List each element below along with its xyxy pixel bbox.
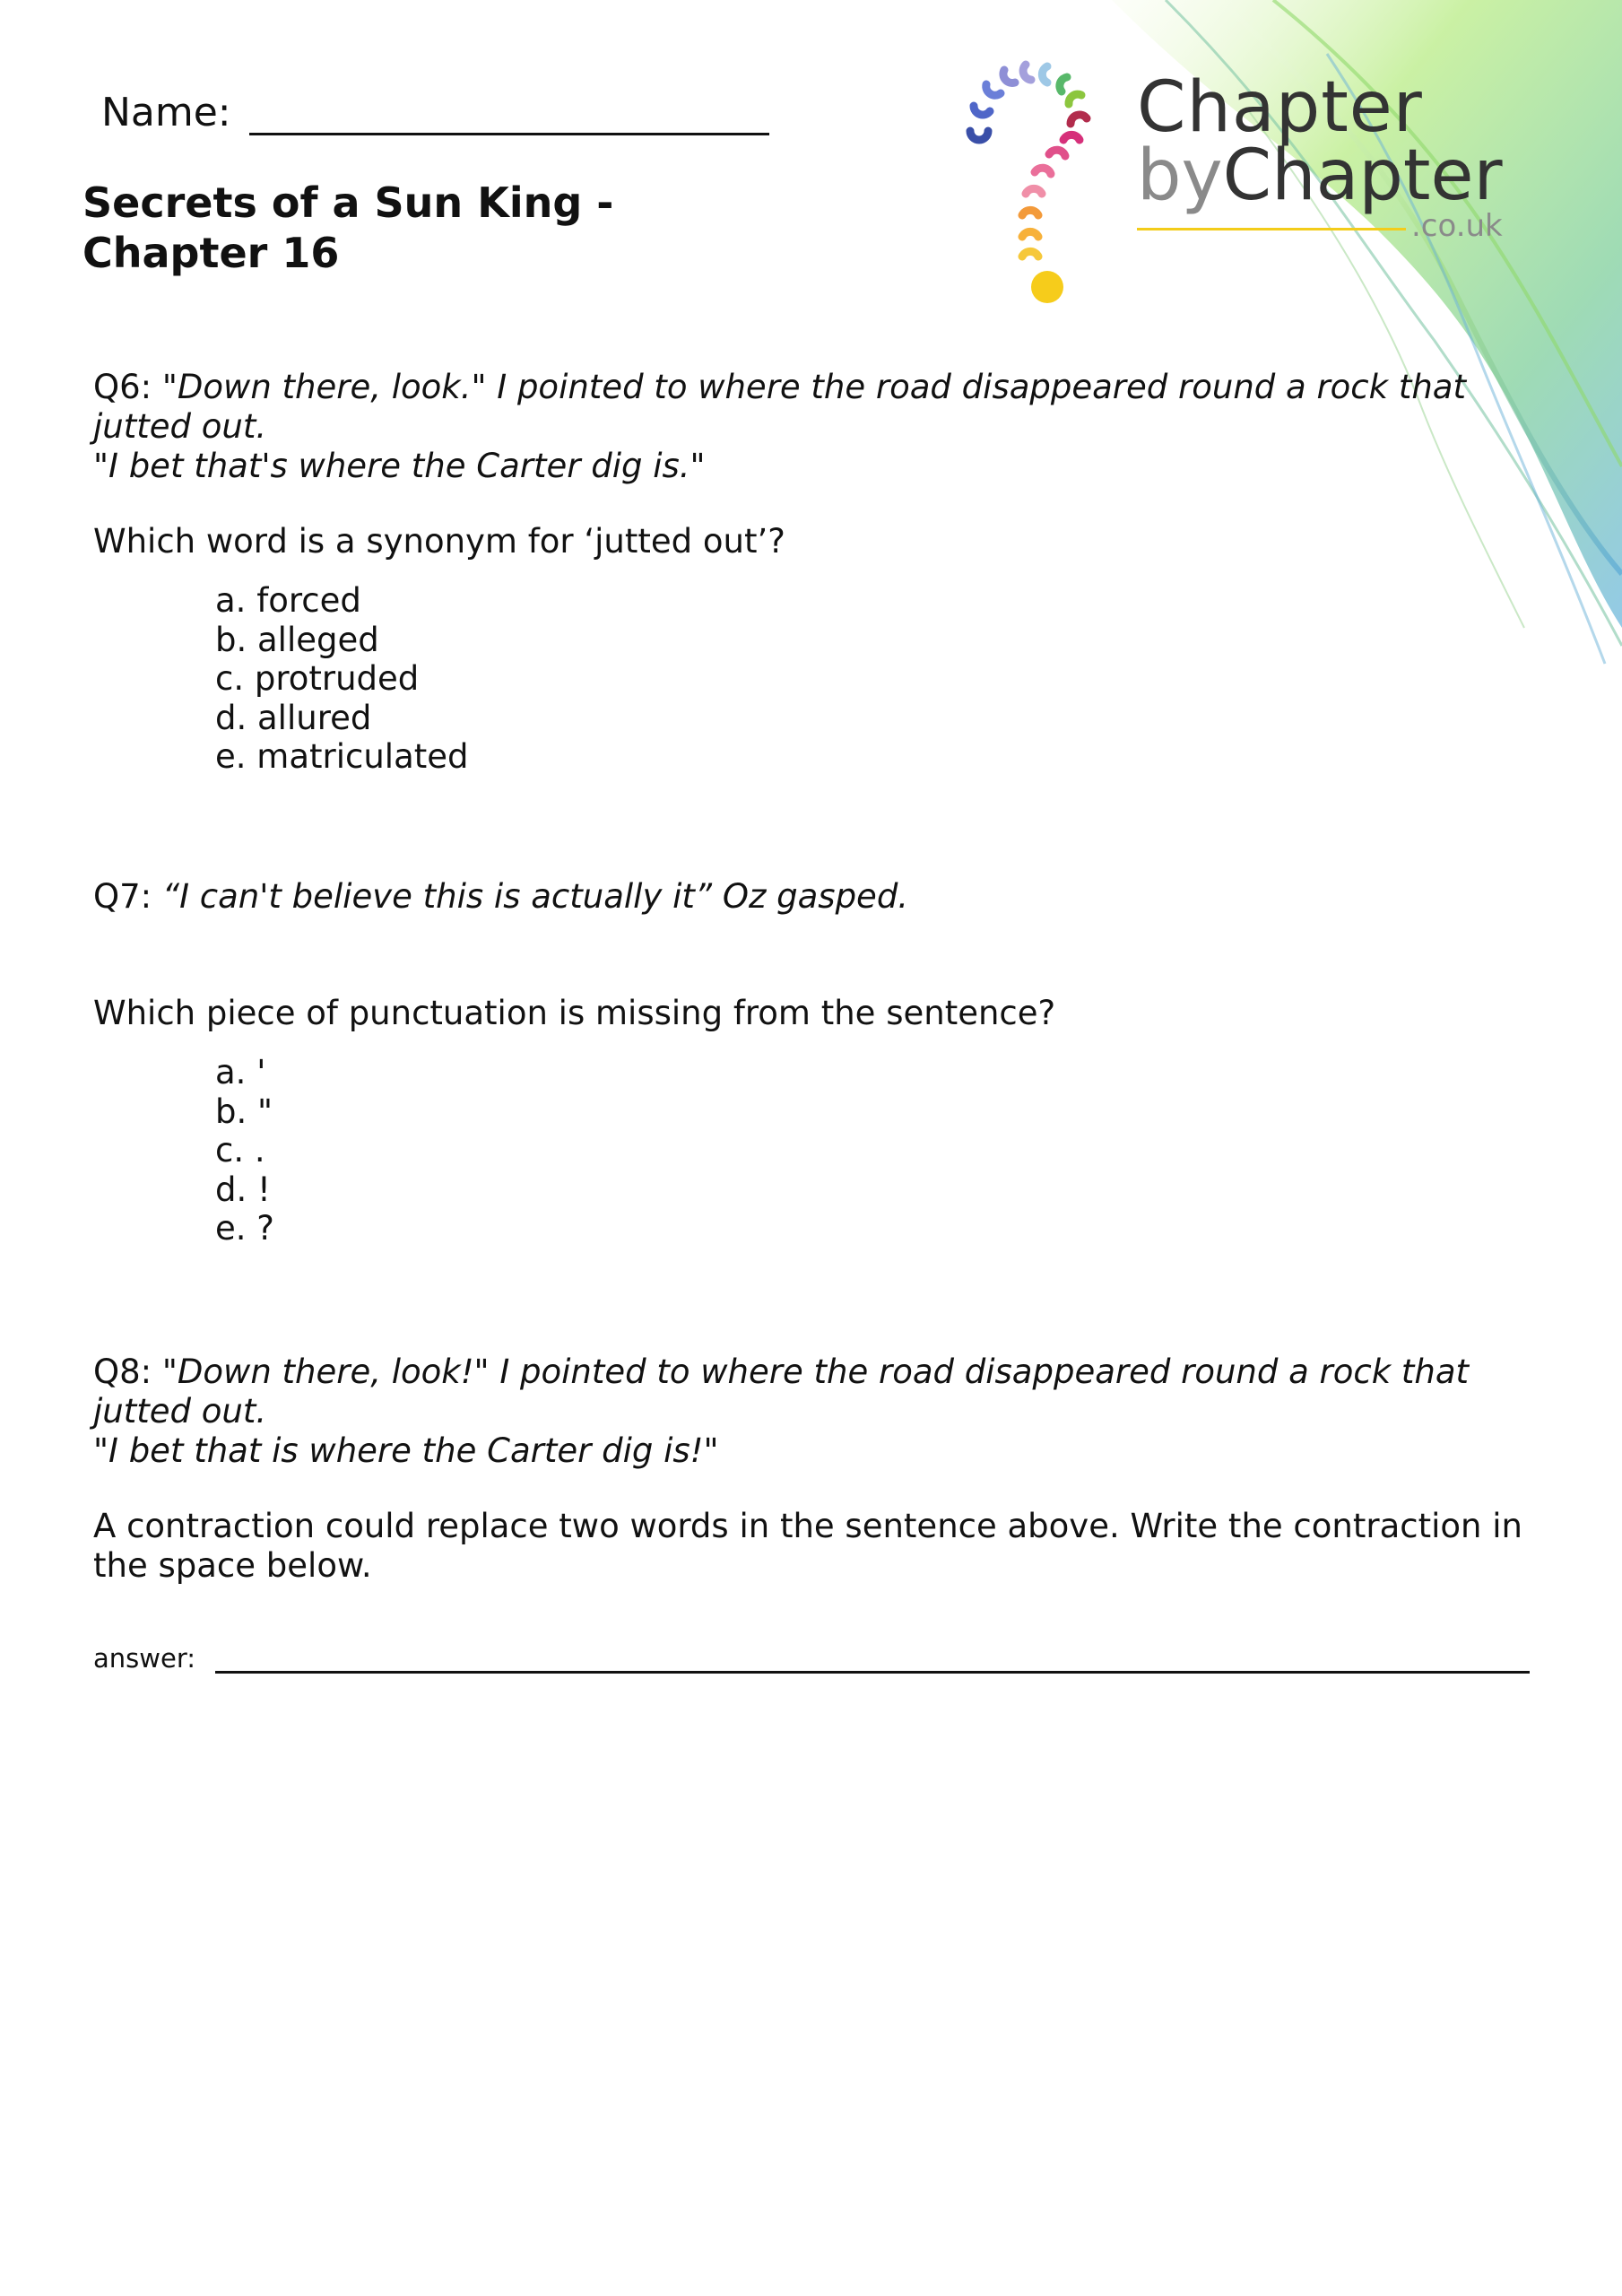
answer-label: answer:: [93, 1643, 196, 1674]
logo-domain: .co.uk: [1411, 208, 1503, 244]
question-6-quote: [93, 368, 1528, 486]
option-d[interactable]: d. allured: [215, 698, 372, 737]
answer-field: [93, 1643, 1530, 1674]
prompt-line: the space below.: [93, 1546, 372, 1585]
quote-line: jutted out.: [93, 407, 267, 446]
question-7-quote: [93, 877, 1528, 917]
name-label: Name:: [101, 90, 231, 135]
option-e[interactable]: e. matriculated: [215, 737, 469, 776]
option-a[interactable]: a. ': [215, 1053, 266, 1091]
question-8-number: Q8:: [93, 1352, 152, 1391]
question-6-number: Q6:: [93, 368, 152, 406]
option-b[interactable]: b. ": [215, 1091, 273, 1131]
option-e[interactable]: e. ?: [215, 1209, 274, 1248]
logo-text-chapter: Chapter: [1137, 67, 1423, 148]
answer-line[interactable]: [215, 1646, 1530, 1674]
logo-domain-row: [1137, 208, 1503, 244]
quote-line: "I bet that is where the Carter dig is!": [93, 1431, 719, 1470]
option-a[interactable]: a. forced: [215, 581, 361, 620]
question-7-number: Q7:: [93, 877, 152, 916]
chapter-by-chapter-logo: [959, 52, 1533, 312]
quote-line: jutted out.: [93, 1392, 267, 1431]
option-c[interactable]: c. protruded: [215, 659, 420, 698]
question-6-prompt: Which word is a synonym for ‘jutted out’?: [93, 522, 785, 561]
option-c[interactable]: c. .: [215, 1131, 265, 1170]
page-title: [82, 178, 674, 278]
question-8-prompt: [93, 1507, 1528, 1586]
quote-line: "Down there, look." I pointed to where the road disappeared round a rock that: [161, 368, 1466, 406]
question-6-options: [215, 581, 469, 777]
logo-underline: [1137, 228, 1406, 230]
question-7-prompt: Which piece of punctuation is missing from the sentence?: [93, 994, 1056, 1032]
question-7-options: [215, 1053, 274, 1248]
logo-wordmark: [1137, 67, 1503, 244]
question-8-quote: [93, 1352, 1528, 1471]
name-field: [101, 88, 769, 135]
quote-line: "Down there, look!" I pointed to where the road disappeared round a rock that: [161, 1352, 1470, 1391]
title-line-2: Chapter 16: [82, 229, 340, 277]
name-answer-line[interactable]: [249, 88, 769, 135]
option-d[interactable]: d. !: [215, 1170, 271, 1209]
logo-text-chapter-2: Chapter: [1222, 135, 1503, 216]
quote-line: "I bet that's where the Carter dig is.": [93, 447, 706, 485]
prompt-line: A contraction could replace two words in the sentence above. Write the contraction in: [93, 1507, 1522, 1545]
logo-line-two: [1137, 135, 1503, 216]
quote-line: “I can't believe this is actually it” Oz gasped.: [161, 877, 909, 916]
question-mark-of-books-icon: [959, 52, 1112, 312]
option-b[interactable]: b. alleged: [215, 620, 379, 659]
logo-text-by: by: [1137, 135, 1223, 216]
title-line-1: Secrets of a Sun King -: [82, 178, 614, 227]
